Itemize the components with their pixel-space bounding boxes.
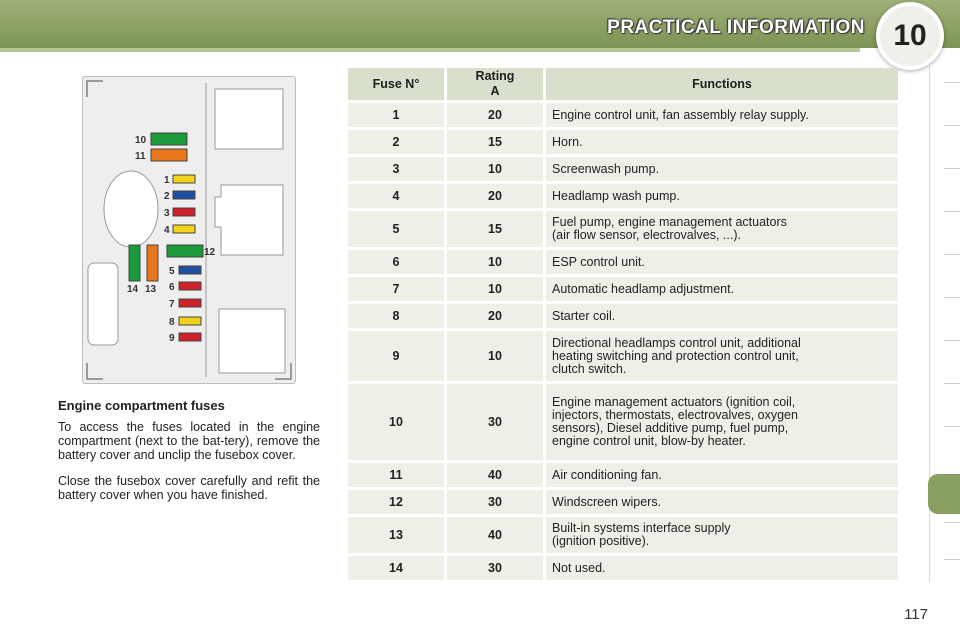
fusebox-drawing: [83, 77, 295, 383]
fuse-function: Directional headlamps control unit, additional heating switching and protection control unit, clutch switch.: [546, 331, 898, 381]
fuse-number: 6: [348, 250, 444, 274]
fuse-rating: 30: [447, 384, 543, 460]
fuse-label: 11: [135, 151, 146, 162]
relay-socket-bottom: [219, 309, 285, 373]
fuse-2: [173, 191, 195, 199]
fuse-12: [167, 245, 203, 257]
fuse-number: 14: [348, 556, 444, 580]
fuse-label: 9: [169, 333, 175, 344]
fuse-number: 3: [348, 157, 444, 181]
header-rating-unit: A: [490, 84, 500, 98]
table-row: [348, 184, 898, 208]
fuse-label: 12: [204, 247, 216, 258]
fuse-label: 6: [169, 282, 175, 293]
fuse-label: 7: [169, 299, 175, 310]
header-fuse: Fuse N°: [348, 68, 444, 100]
header-functions: Functions: [546, 68, 898, 100]
table-row: [348, 384, 898, 460]
table-row: [348, 103, 898, 127]
fuse-table: [345, 65, 901, 583]
fuse-rating: 40: [447, 517, 543, 553]
fuse-function: Windscreen wipers.: [546, 490, 898, 514]
fuse-number: 1: [348, 103, 444, 127]
fuse-function: ESP control unit.: [546, 250, 898, 274]
fuse-rating: 40: [447, 463, 543, 487]
fuse-rating: 20: [447, 304, 543, 328]
fuse-number: 5: [348, 211, 444, 247]
table-row: [348, 304, 898, 328]
fusebox-diagram: [82, 76, 296, 384]
fuse-number: 7: [348, 277, 444, 301]
relay-socket-round: [104, 171, 158, 247]
fuse-function: Air conditioning fan.: [546, 463, 898, 487]
table-row: [348, 517, 898, 553]
header-rating-label: Rating: [475, 69, 515, 83]
fuse-1: [173, 175, 195, 183]
fuse-label: 3: [164, 208, 170, 219]
tab-divider: [944, 168, 960, 169]
tab-divider: [944, 522, 960, 523]
chapter-title: PRACTICAL INFORMATION: [607, 17, 865, 38]
corner-mark: [87, 363, 103, 379]
fuse-number: 8: [348, 304, 444, 328]
tab-divider: [944, 211, 960, 212]
fuse-rating: 20: [447, 103, 543, 127]
corner-mark: [87, 81, 103, 97]
fuse-function: Engine control unit, fan assembly relay supply.: [546, 103, 898, 127]
fuse-label: 14: [127, 284, 139, 295]
table-row: [348, 490, 898, 514]
fuse-7: [179, 299, 201, 307]
fuse-13: [147, 245, 158, 281]
fuse-number: 11: [348, 463, 444, 487]
fuse-function: Headlamp wash pump.: [546, 184, 898, 208]
fuse-rating: 15: [447, 211, 543, 247]
chapter-number: 10: [893, 19, 927, 52]
tab-divider: [944, 254, 960, 255]
fuse-rating: 30: [447, 490, 543, 514]
relay-socket-top: [215, 89, 283, 149]
table-row: [348, 130, 898, 154]
fuse-function: Not used.: [546, 556, 898, 580]
fuse-function: Engine management actuators (ignition coil, injectors, thermostats, electrovalves, oxygen sensors), Diesel additive pump, fuel pump, engine control unit, blow-by heater.: [546, 384, 898, 460]
fuse-rating: 10: [447, 331, 543, 381]
tab-divider: [944, 559, 960, 560]
fuse-number: 12: [348, 490, 444, 514]
table-body: [348, 103, 898, 580]
fuse-label: 1: [164, 175, 170, 186]
table-row: [348, 463, 898, 487]
fuse-number: 13: [348, 517, 444, 553]
fuse-10: [151, 133, 187, 145]
fuse-function: Automatic headlamp adjustment.: [546, 277, 898, 301]
fuse-3: [173, 208, 195, 216]
fuse-rating: 30: [447, 556, 543, 580]
fuse-label: 13: [145, 284, 157, 295]
chapter-tab-active[interactable]: [928, 474, 960, 514]
table-row: [348, 250, 898, 274]
chapter-badge: [880, 6, 940, 66]
fuse-rating: 20: [447, 184, 543, 208]
header-rating: [447, 68, 543, 100]
tab-divider: [944, 340, 960, 341]
fuse-number: 10: [348, 384, 444, 460]
fuse-11: [151, 149, 187, 161]
fuse-function: Horn.: [546, 130, 898, 154]
table-row: [348, 331, 898, 381]
table-row: [348, 277, 898, 301]
fuse-function: Screenwash pump.: [546, 157, 898, 181]
table-row: [348, 157, 898, 181]
fuse-6: [179, 282, 201, 290]
table-row: [348, 556, 898, 580]
table-row: [348, 211, 898, 247]
relay-socket-middle: [215, 185, 283, 255]
fuse-rating: 10: [447, 277, 543, 301]
instruction-paragraph: Close the fusebox cover carefully and refit the battery cover when you have finished.: [58, 474, 320, 502]
fuse-label: 10: [135, 135, 147, 146]
tab-divider: [944, 125, 960, 126]
tab-divider: [944, 426, 960, 427]
fuse-9: [179, 333, 201, 341]
page-number: 117: [904, 606, 928, 623]
tab-divider: [944, 297, 960, 298]
instruction-paragraph: To access the fuses located in the engine compartment (next to the bat-tery), remove the battery cover and unclip the fusebox cover.: [58, 420, 320, 462]
fuse-5: [179, 266, 201, 274]
fuse-function: Fuel pump, engine management actuators (air flow sensor, electrovalves, ...).: [546, 211, 898, 247]
fuse-function: Built-in systems interface supply (ignition positive).: [546, 517, 898, 553]
fuse-label: 2: [164, 191, 170, 202]
fuse-label: 4: [164, 225, 170, 236]
fuse-number: 4: [348, 184, 444, 208]
relay-socket-left: [88, 263, 118, 345]
fuse-function: Starter coil.: [546, 304, 898, 328]
fuse-rating: 15: [447, 130, 543, 154]
table-header-row: [348, 68, 898, 100]
fuse-number: 2: [348, 130, 444, 154]
header-divider: [0, 48, 860, 52]
fuse-number: 9: [348, 331, 444, 381]
fuse-label: 5: [169, 266, 175, 277]
fuse-14: [129, 245, 140, 281]
section-title: Engine compartment fuses: [58, 398, 225, 413]
tab-divider: [944, 82, 960, 83]
fuse-4: [173, 225, 195, 233]
fuse-label: 8: [169, 317, 175, 328]
fuse-8: [179, 317, 201, 325]
tab-divider: [944, 383, 960, 384]
fuse-rating: 10: [447, 250, 543, 274]
fuse-rating: 10: [447, 157, 543, 181]
